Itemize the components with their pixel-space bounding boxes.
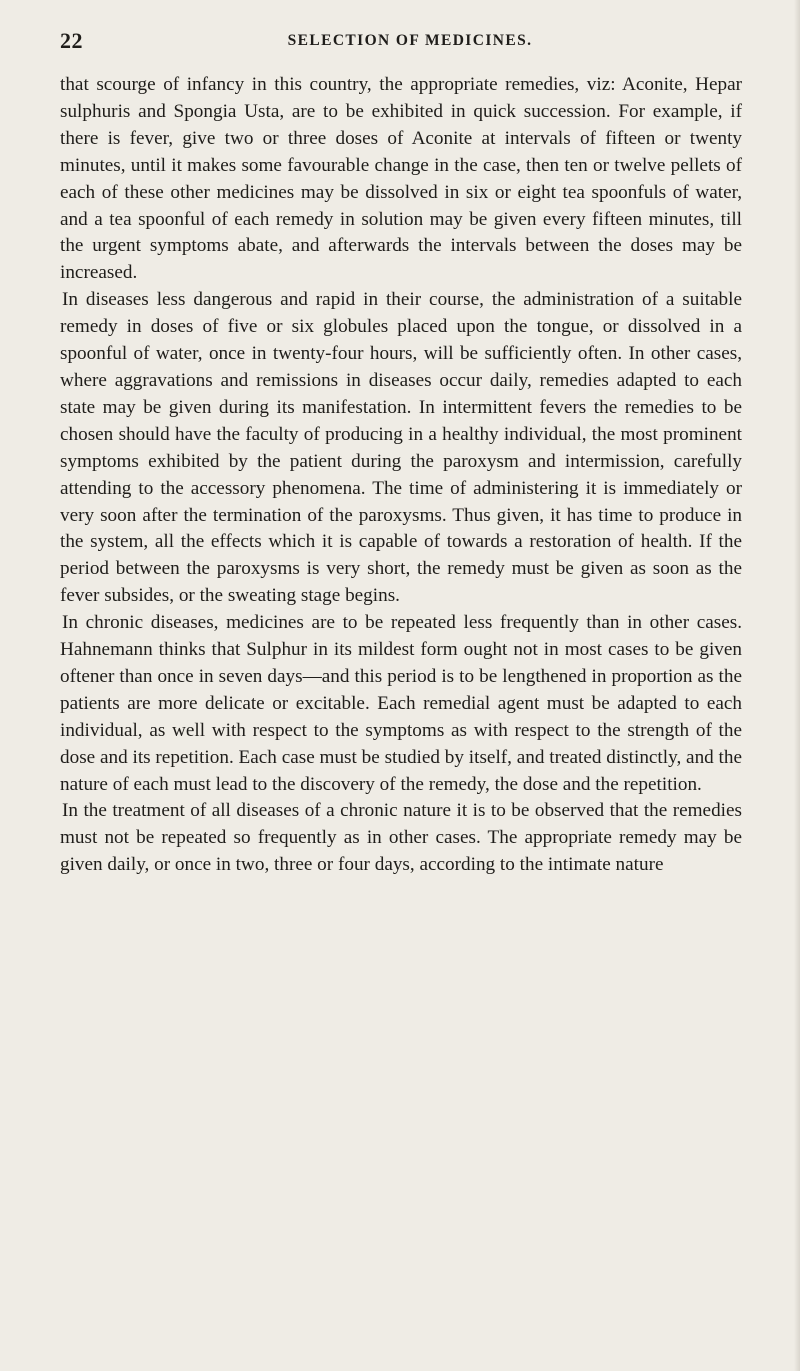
- running-title: SELECTION OF MEDICINES.: [287, 32, 533, 49]
- paragraph: In diseases less dangerous and rapid in their course, the administration of a suitable remedy in doses of five or six globules placed upon the tongue, or dissolved in a spoonful of water, once in twenty-four hours, will be sufficiently often. In other cases, where aggravations and remissions in diseases occur daily, remedies adapted to each state may be given during its manifestation. In intermittent fevers the remedies to be chosen should have the faculty of producing in a healthy individual, the most prominent symptoms exhibited by the patient during the paroxysm and intermission, carefully attending to the accessory phenomena. The time of administering it is immediately or very soon after the termination of the paroxysms. Thus given, it has time to produce in the system, all the effects which it is capable of towards a restoration of health. If the period between the paroxysms is very short, the remedy must be given as soon as the fever subsides, or the sweating stage begins.: [60, 289, 742, 607]
- body-text: [60, 72, 742, 879]
- page-number: 22: [60, 28, 83, 53]
- paragraph-continued: that scourge of infancy in this country, the appropriate remedies, viz: Aconite, Hepar sulphuris and Spongia Usta, are to be exhibited in quick succession. For example, if there is fever, give two or three doses of Aconite at intervals of fifteen or twenty minutes, until it makes some favourable change in the case, then ten or twelve pellets of each of these other medicines may be dissolved in six or eight tea spoonfuls of water, and a tea spoonful of each remedy in solution may be given every fifteen minutes, till the urgent symptoms abate, and afterwards the intervals between the doses may be increased.: [60, 74, 742, 284]
- paragraph: In the treatment of all diseases of a chronic nature it is to be observed that the remedies must not be repeated so frequently as in other cases. The appropriate remedy may be given daily, or once in two, three or four days, according to the intimate nature: [60, 800, 742, 876]
- page-edge-shadow: [794, 0, 800, 1371]
- running-head: [60, 28, 760, 64]
- paragraph: In chronic diseases, medicines are to be repeated less frequently than in other cases. Hahnemann thinks that Sulphur in its mildest form ought not in most cases to be given oftener than once in seven days—and this period is to be lengthened in proportion as the patients are more delicate or excitable. Each remedial agent must be adapted to each individual, as well with respect to the symptoms as with respect to the strength of the dose and its repetition. Each case must be studied by itself, and treated distinctly, and the nature of each must lead to the discovery of the remedy, the dose and the repetition.: [60, 612, 742, 795]
